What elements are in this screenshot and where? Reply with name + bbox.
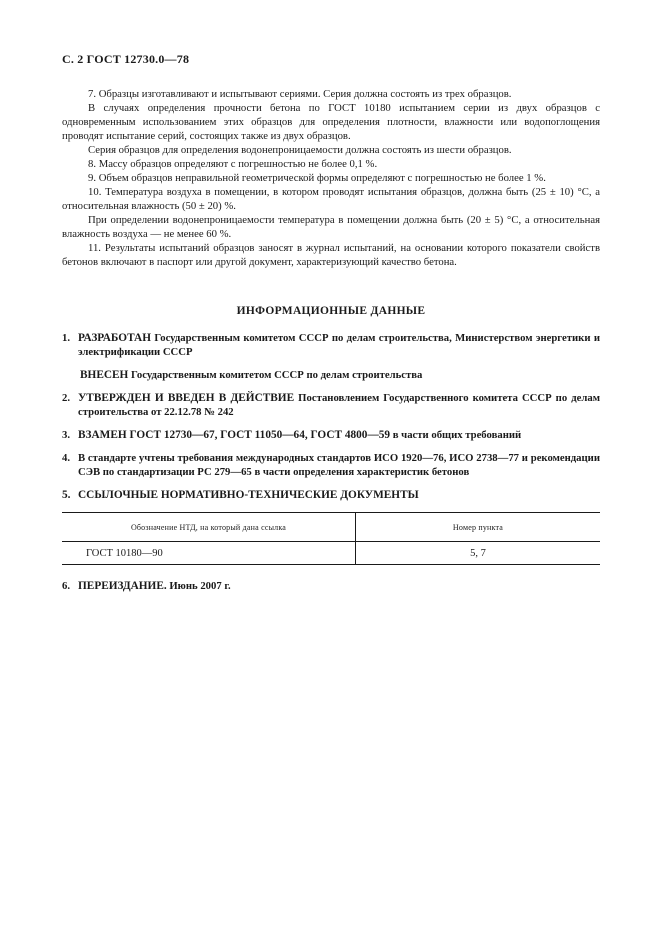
item-keyword: ПЕРЕИЗДАНИЕ. <box>78 580 167 592</box>
item-number: 5. <box>62 489 71 501</box>
running-header: С. 2 ГОСТ 12730.0—78 <box>62 52 190 66</box>
column-header-clause: Номер пункта <box>356 513 601 542</box>
column-header-document: Обозначение НТД, на который дана ссылка <box>62 513 356 542</box>
item-body: в части общих требований <box>390 429 522 441</box>
item-number: 4. <box>62 452 71 464</box>
item-keyword: ВНЕСЕН <box>80 369 129 381</box>
info-item-1-introduced <box>80 368 600 382</box>
table-header-row <box>62 513 600 542</box>
item-keyword: УТВЕРЖДЕН И ВВЕДЕН В ДЕЙСТВИЕ <box>78 392 295 404</box>
info-item-2 <box>62 391 600 419</box>
info-item-4 <box>62 451 600 479</box>
item-number: 1. <box>62 332 71 344</box>
item-number: 3. <box>62 429 71 441</box>
item-number: 6. <box>62 580 71 592</box>
item-keyword: ВЗАМЕН ГОСТ 12730—67, ГОСТ 11050—64, ГОСТ 4800—59 <box>78 429 391 441</box>
reference-documents-table <box>62 512 600 565</box>
paragraph-11: 11. Результаты испытаний образцов заносят в журнал испытаний, на основании которого показатели свойств бетонов включают в паспорт или другой документ, характеризующий качество бетона. <box>62 242 600 268</box>
document-page <box>62 52 600 602</box>
paragraph-8: 8. Массу образцов определяют с погрешностью не более 0,1 %. <box>88 158 378 170</box>
item-text <box>78 391 600 419</box>
info-item-1 <box>62 331 600 359</box>
item-text <box>78 579 600 593</box>
item-text <box>78 428 600 442</box>
table-cell-document: ГОСТ 10180—90 <box>62 542 356 565</box>
item-body: Постановлением Государственного комитета СССР по делам строительства от 22.12.78 № 242 <box>78 392 601 418</box>
paragraph-10-waterproof-conditions: При определении водонепроницаемости температура в помещении должна быть (20 ± 5) °С, а относительная влажность воздуха — не менее 60 %. <box>62 214 600 240</box>
item-keyword: РАЗРАБОТАН <box>78 332 152 344</box>
info-item-5 <box>62 488 600 502</box>
table-cell-clause: 5, 7 <box>356 542 601 565</box>
table-row <box>62 542 600 565</box>
paragraph-9: 9. Объем образцов неправильной геометрической формы определяют с погрешностью не более 1 %. <box>88 172 546 184</box>
info-item-3 <box>62 428 600 442</box>
item-text: В стандарте учтены требования международных стандартов ИСО 1920—76, ИСО 2738—77 и рекомендации СЭВ по стандартизации РС 279—65 в части определения характеристик бетонов <box>78 452 600 478</box>
item-text <box>78 331 600 359</box>
info-section-title: ИНФОРМАЦИОННЫЕ ДАННЫЕ <box>236 305 426 317</box>
item-body: Государственным комитетом СССР по делам строительства <box>128 369 423 381</box>
info-item-6 <box>62 579 600 593</box>
paragraph-7-waterproof-series: Серия образцов для определения водонепроницаемости должна состоять из шести образцов. <box>88 144 512 156</box>
item-body: Государственным комитетом СССР по делам строительства, Министерством энергетики и электрификации СССР <box>78 332 600 358</box>
item-number: 2. <box>62 392 71 404</box>
paragraph-7: 7. Образцы изготавливают и испытывают сериями. Серия должна состоять из трех образцов. <box>88 88 512 100</box>
paragraph-7-two-sample-series: В случаях определения прочности бетона по ГОСТ 10180 испытанием серии из двух образцов с одновременным использованием этих образцов для определения плотности, влажности или водопоглощения проводят испытание серий, состоящих также из двух образцов. <box>62 102 600 142</box>
body-text <box>62 87 600 269</box>
item-heading-text: ССЫЛОЧНЫЕ НОРМАТИВНО-ТЕХНИЧЕСКИЕ ДОКУМЕНТЫ <box>78 489 419 501</box>
paragraph-10: 10. Температура воздуха в помещении, в котором проводят испытания образцов, должна быть (25 ± 10) °С, а относительная влажность (50 ± 20) %. <box>62 186 600 212</box>
item-body: Июнь 2007 г. <box>166 580 231 592</box>
